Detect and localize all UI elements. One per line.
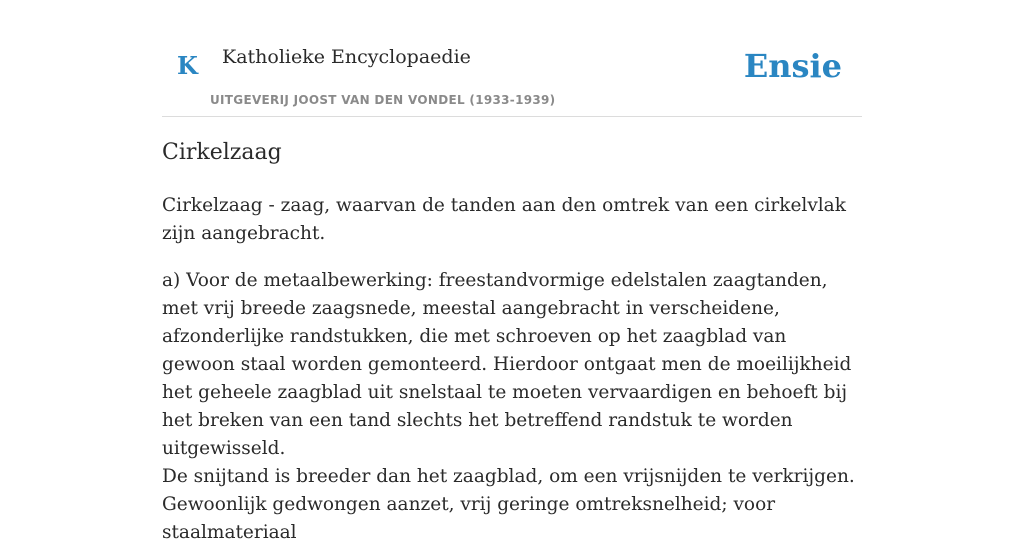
article-paragraph: De snijtand is breeder dan het zaagblad, om een vrijsnijden te verkrijgen. Gewoonlijk gedwongen aanzet, vrij geringe omtreksnelheid; voor staalmateriaal [162, 466, 855, 543]
publisher-subtitle: UITGEVERIJ JOOST VAN DEN VONDEL (1933-1939) [210, 93, 556, 107]
site-title[interactable]: Katholieke Encyclopaedie [222, 46, 471, 68]
page [162, 0, 862, 543]
site-logo[interactable]: K [177, 51, 198, 80]
ensie-brand-link[interactable]: Ensie [743, 47, 842, 85]
article-title: Cirkelzaag [162, 140, 282, 165]
article-paragraph: a) Voor de metaalbewerking: freestandvormige edelstalen zaagtanden, met vrij breede zaagsnede, meestal aangebracht in verscheidene, afzonderlijke randstukken, die met schroeven op het zaagblad van gewoon staal worden gemonteerd. Hierdoor ontgaat men de moeilijkheid het geheele zaagblad uit snelstaal te moeten vervaardigen en behoeft bij het breken van een tand slechts het betreffend randstuk te worden uitgewisseld. [162, 270, 852, 459]
site-header [162, 0, 862, 117]
article-paragraph: Cirkelzaag - zaag, waarvan de tanden aan den omtrek van een cirkelvlak zijn aangebracht. [162, 195, 846, 244]
